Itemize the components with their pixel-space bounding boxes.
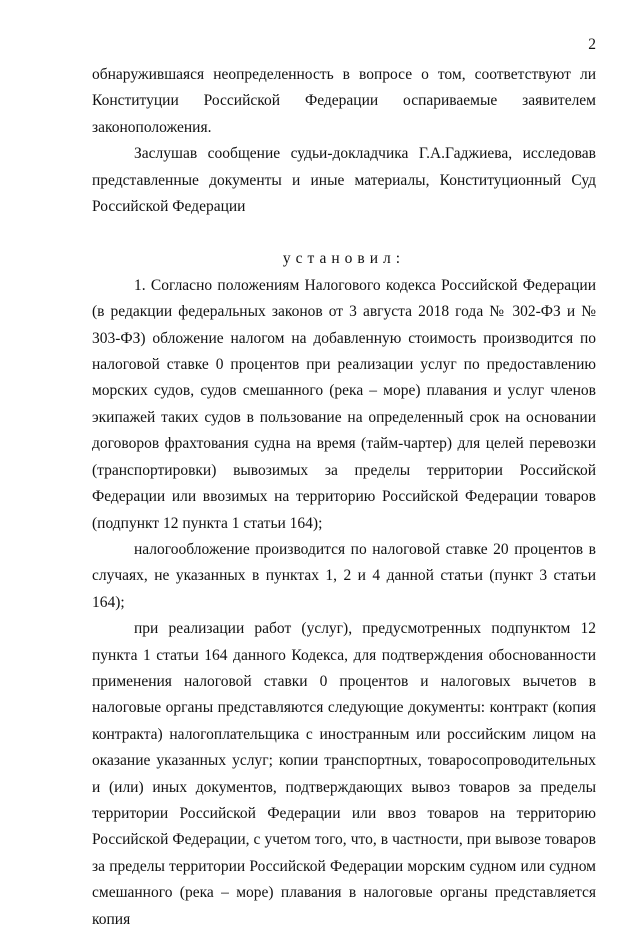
document-body xyxy=(92,62,596,933)
paragraph-item-1: 1. Согласно положениям Налогового кодекса Российской Федерации (в редакции федеральных законов от 3 августа 2018 года № 302-ФЗ и № 303-ФЗ) обложение налогом на добавленную стоимость производится по налоговой ставке 0 процентов при реализации услуг по предоставлению морских судов, судов смешанного (река – море) плавания и услуг членов экипажей таких судов в пользование на определенный срок на основании договоров фрахтования судна на время (тайм-чартер) для целей перевозки (транспортировки) вывозимых за пределы территории Российской Федерации или ввозимых на территорию Российской Федерации товаров (подпункт 12 пункта 1 статьи 164); xyxy=(92,276,596,532)
paragraph-continuation: обнаружившаяся неопределенность в вопросе о том, соответствуют ли Конституции Российской Федерации оспариваемые заявителем законоположения. xyxy=(92,66,596,136)
paragraph-documents: при реализации работ (услуг), предусмотренных подпунктом 12 пункта 1 статьи 164 данного Кодекса, для подтверждения обоснованности применения налоговой ставки 0 процентов и налоговых вычетов в налоговые органы представляются следующие документы: контракт (копия контракта) налогоплательщика с иностранным или российским лицом на оказание указанных услуг; копии транспортных, товаросопроводительных и (или) иных документов, подтверждающих вывоз товаров за пределы территории Российской Федерации или ввоз товаров на территорию Российской Федерации, с учетом того, что, в частности, при вывозе товаров за пределы территории Российской Федерации морским судном или судном смешанного (река – море) плавания в налоговые органы представляется копия xyxy=(92,620,596,928)
spacer xyxy=(92,220,596,246)
paragraph-hearing: Заслушав сообщение судьи-докладчика Г.А.Гаджиева, исследовав представленные документы и иные материалы, Конституционный Суд Российской Федерации xyxy=(92,145,596,216)
page-number: 2 xyxy=(588,36,596,53)
section-heading: установил: xyxy=(282,250,406,268)
paragraph-tax-rate: налогообложение производится по налоговой ставке 20 процентов в случаях, не указанных в пунктах 1, 2 и 4 данной статьи (пункт 3 статьи 164); xyxy=(92,540,596,611)
